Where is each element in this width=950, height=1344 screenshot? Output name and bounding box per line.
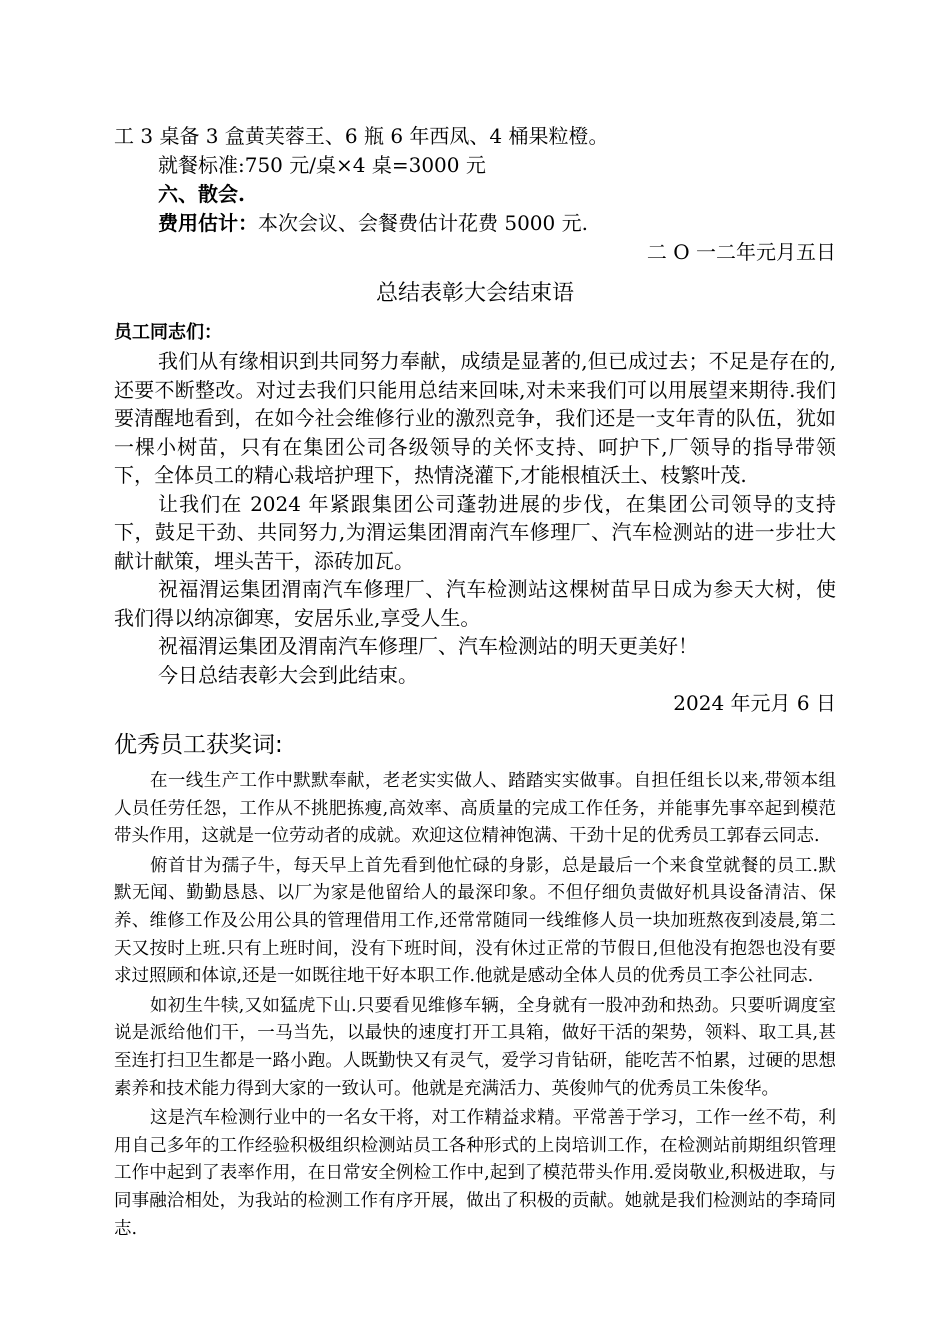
award-citation: 俯首甘为孺子牛，每天早上首先看到他忙碌的身影，总是最后一个来食堂就餐的员工.默默无闻、勤勤恳恳、以厂为家是他留给人的最深印象。不但仔细负责做好机具设备清洁、保养、维修工作及公用公具的管理借用工作,还常常随同一线维修人员一块加班熬夜到凌晨,第二天又按时上班.只有上班时间，没有下班时间，没有休过正常的节假日,但他没有抱怨也没有要求过照顾和体谅,还是一如既往地干好本职工作.他就是感动全体人员的优秀员工李公社同志. xyxy=(114,855,836,987)
award-citation: 在一线生产工作中默默奉献，老老实实做人、踏踏实实做事。自担任组长以来,带领本组人员任劳任怨，工作从不挑肥拣瘦,高效率、高质量的完成工作任务，并能事先事卒起到模范带头作用，这就是一位劳动者的成就。欢迎这位精神饱满、干劲十足的优秀员工郭春云同志. xyxy=(114,771,836,847)
cost-estimate-text: 本次会议、会餐费估计花费 5000 元. xyxy=(258,211,588,235)
closing-speech-paragraph: 我们从有缘相识到共同努力奉献，成绩是显著的,但已成过去；不足是存在的,还要不断整改。对过去我们只能用总结来回味,对未来我们可以用展望来期待.我们要清醒地看到，在如今社会维修行业的激烈竞争，我们还是一支年青的队伍，犹如一棵小树苗，只有在集团公司各级领导的关怀支持、呵护下,厂领导的指导带领下，全体员工的精心栽培护理下，热情浇灌下,才能根植沃土、枝繁叶茂. xyxy=(114,349,836,487)
closing-speech-salutation: 员工同志们： xyxy=(114,322,222,343)
closing-speech-date: 2024 年元月 6 日 xyxy=(673,691,836,715)
document-page xyxy=(114,122,836,1245)
arrangement-line: 工 3 桌备 3 盒黄芙蓉王、6 瓶 6 年西凤、4 桶果粒橙。 xyxy=(114,124,609,148)
notice-date: 二 O 一二年元月五日 xyxy=(646,240,836,264)
awards-title: 优秀员工获奖词: xyxy=(114,732,283,758)
closing-speech-title: 总结表彰大会结束语 xyxy=(375,281,574,306)
award-citation: 这是汽车检测行业中的一名女干将，对工作精益求精。平常善于学习，工作一丝不苟，利用自己多年的工作经验积极组织检测站员工各种形式的上岗培训工作，在检测站前期组织管理工作中起到了表率作用，在日常安全例检工作中,起到了模范带头作用.爱岗敬业,积极进取，与同事融洽相处，为我站的检测工作有序开展，做出了积极的贡献。她就是我们检测站的李琦同志. xyxy=(114,1108,836,1239)
closing-speech-paragraph: 祝福渭运集团渭南汽车修理厂、汽车检测站这棵树苗早日成为参天大树，使我们得以纳凉御寒，安居乐业,享受人生。 xyxy=(114,577,836,630)
closing-speech-paragraph: 让我们在 2024 年紧跟集团公司蓬勃进展的步伐，在集团公司领导的支持下，鼓足干劲、共同努力,为渭运集团渭南汽车修理厂、汽车检测站的进一步壮大献计献策，埋头苦干，添砖加瓦。 xyxy=(114,491,836,573)
cost-estimate-line xyxy=(114,209,836,238)
closing-speech-paragraph: 今日总结表彰大会到此结束。 xyxy=(158,662,418,687)
dining-standard-line: 就餐标准:750 元/桌×4 桌=3000 元 xyxy=(158,153,486,177)
award-citation: 如初生牛犊,又如猛虎下山.只要看见维修车辆，全身就有一股冲劲和热劲。只要听调度室说是派给他们干，一马当先，以最快的速度打开工具箱，做好干活的架势，领料、取工具,甚至连打扫卫生都是一路小跑。人既勤快又有灵气，爱学习肯钻研，能吃苦不怕累，过硬的思想素养和技术能力得到大家的一致认可。他就是充满活力、英俊帅气的优秀员工朱俊华。 xyxy=(114,995,836,1099)
cost-estimate-label: 费用估计： xyxy=(158,211,258,235)
adjourn-line: 六、散会. xyxy=(158,182,245,206)
closing-speech-paragraph: 祝福渭运集团及渭南汽车修理厂、汽车检测站的明天更美好！ xyxy=(158,634,698,658)
